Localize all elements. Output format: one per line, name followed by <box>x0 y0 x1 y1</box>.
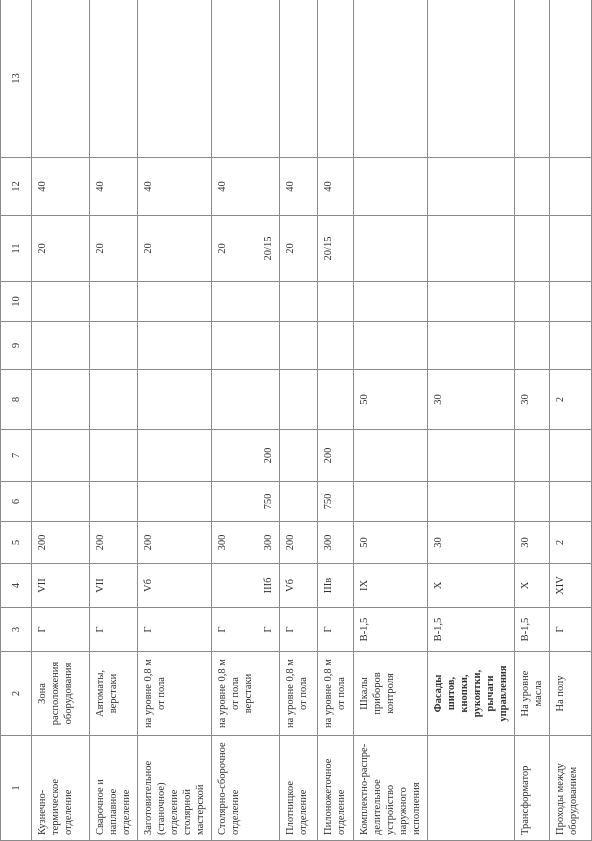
category-cell: Vб <box>138 564 212 608</box>
value-cell <box>138 370 212 430</box>
value-cell <box>515 0 550 158</box>
value-cell: 20 <box>138 216 212 282</box>
value-cell <box>212 0 280 158</box>
surface-cell: Автоматы, верстаки <box>90 652 138 736</box>
surface-cell: на уровне 0,8 м от пола верстаки <box>212 652 280 736</box>
header-cell: 9 <box>1 322 32 370</box>
value-cell <box>138 430 212 482</box>
value-cell <box>428 482 515 522</box>
surface-cell: На уровне масла <box>515 652 550 736</box>
value-cell: 750 <box>318 482 354 522</box>
value-cell <box>280 482 318 522</box>
plane-cell: В-1,5 <box>354 608 428 652</box>
value-cell: 40 <box>280 158 318 216</box>
value-cell <box>280 322 318 370</box>
value-cell: 200 <box>90 522 138 564</box>
value-cell <box>550 482 592 522</box>
value-cell <box>32 322 90 370</box>
value-cell <box>138 482 212 522</box>
value-cell <box>212 282 280 322</box>
value-cell <box>354 482 428 522</box>
header-row <box>1 0 32 841</box>
value-cell: 20 <box>90 216 138 282</box>
value-cell: 200 <box>32 522 90 564</box>
surface-cell: на уровне 0,8 м от пола <box>138 652 212 736</box>
category-cell: Vб <box>280 564 318 608</box>
category-cell: VII <box>90 564 138 608</box>
category-cell: IIIв <box>318 564 354 608</box>
value-cell: 2 <box>550 522 592 564</box>
value-cell <box>212 482 280 522</box>
value-bottom: 20/15 <box>263 236 274 261</box>
value-cell <box>90 282 138 322</box>
value-cell <box>515 282 550 322</box>
table-row <box>32 0 90 841</box>
value-cell <box>32 370 90 430</box>
category-cell: X <box>515 564 550 608</box>
value-cell <box>428 282 515 322</box>
room-cell: Проходы между оборудованием <box>550 736 592 841</box>
value-cell: 20/15 <box>318 216 354 282</box>
table-row <box>428 0 515 841</box>
value-cell <box>212 322 280 370</box>
value-cell <box>318 322 354 370</box>
value-cell <box>515 158 550 216</box>
category-cell: X <box>428 564 515 608</box>
header-cell: 5 <box>1 522 32 564</box>
value-cell: 40 <box>32 158 90 216</box>
value-cell <box>550 216 592 282</box>
value-cell <box>515 216 550 282</box>
table-row <box>212 0 280 841</box>
value-cell: 30 <box>515 522 550 564</box>
value-cell <box>428 0 515 158</box>
surface-text: Фасады шитов, кнопки, рукоятки, рычаги управления <box>433 665 509 722</box>
header-cell: 1 <box>1 736 32 841</box>
category-cell: IX <box>354 564 428 608</box>
value-cell <box>32 430 90 482</box>
room-cell: Трансформатор <box>515 736 550 841</box>
value-cell: 50 <box>354 522 428 564</box>
room-cell: Плотницкое отделение <box>280 736 318 841</box>
value-cell <box>212 370 280 430</box>
value-bottom: 300 <box>263 534 274 551</box>
room-cell: Пилоножеточное отделение <box>318 736 354 841</box>
header-cell: 7 <box>1 430 32 482</box>
value-cell <box>550 430 592 482</box>
value-cell <box>90 370 138 430</box>
value-cell: 20 <box>32 216 90 282</box>
value-cell <box>354 282 428 322</box>
value-cell <box>90 430 138 482</box>
header-cell: 3 <box>1 608 32 652</box>
value-cell <box>90 322 138 370</box>
value-cell <box>280 370 318 430</box>
value-cell: 30 <box>428 370 515 430</box>
value-cell <box>90 0 138 158</box>
table-row <box>515 0 550 841</box>
room-cell: Заготовительное (станочное) отделение столярной мастерской <box>138 736 212 841</box>
room-cell <box>428 736 515 841</box>
plane-cell: Г <box>318 608 354 652</box>
value-bottom: 200 <box>263 447 274 464</box>
value-cell: 30 <box>515 370 550 430</box>
value-cell <box>354 0 428 158</box>
value-cell <box>515 482 550 522</box>
plane-cell: В-1,5 <box>428 608 515 652</box>
value-cell <box>354 158 428 216</box>
value-cell: 40 <box>138 158 212 216</box>
value-cell <box>32 282 90 322</box>
value-cell <box>428 216 515 282</box>
value-cell <box>550 158 592 216</box>
surface-cell: Шкалы приборов контроля <box>354 652 428 736</box>
category-cell <box>212 564 280 608</box>
surface-cell: на уровне 0,8 м от пола <box>280 652 318 736</box>
category-cell: VII <box>32 564 90 608</box>
plane-cell: Г <box>138 608 212 652</box>
value-cell <box>354 430 428 482</box>
category-cell: XIV <box>550 564 592 608</box>
value-cell <box>280 430 318 482</box>
value-cell <box>32 482 90 522</box>
value-cell: 200 <box>318 430 354 482</box>
value-bottom: 750 <box>263 493 274 510</box>
plane-cell: Г <box>550 608 592 652</box>
value-cell: 20 <box>280 216 318 282</box>
value-cell <box>428 322 515 370</box>
room-cell: Столярно-сборочное отделение <box>212 736 280 841</box>
value-cell: 50 <box>354 370 428 430</box>
value-cell <box>138 322 212 370</box>
plane-top: Г <box>217 626 228 633</box>
value-cell: 40 <box>212 158 280 216</box>
header-cell: 2 <box>1 652 32 736</box>
header-cell: 6 <box>1 482 32 522</box>
value-cell <box>550 322 592 370</box>
room-cell: Кузнечно-термическое отделение <box>32 736 90 841</box>
value-cell <box>138 282 212 322</box>
value-cell <box>354 216 428 282</box>
value-cell: 40 <box>90 158 138 216</box>
header-cell: 11 <box>1 216 32 282</box>
table-row <box>90 0 138 841</box>
value-cell <box>515 322 550 370</box>
value-cell <box>90 482 138 522</box>
value-cell: 30 <box>428 522 515 564</box>
value-cell <box>280 282 318 322</box>
value-cell <box>318 282 354 322</box>
value-cell <box>515 430 550 482</box>
header-cell: 8 <box>1 370 32 430</box>
surface-cell: На полу <box>550 652 592 736</box>
room-cell: Сварочное и наплавное отделение <box>90 736 138 841</box>
surface-cell <box>428 652 515 736</box>
value-cell <box>212 216 280 282</box>
value-cell <box>212 430 280 482</box>
category-bottom: IIIб <box>263 577 274 594</box>
header-cell: 4 <box>1 564 32 608</box>
value-cell <box>354 322 428 370</box>
value-cell: 300 <box>318 522 354 564</box>
value-cell <box>32 0 90 158</box>
value-cell: 40 <box>318 158 354 216</box>
value-top: 20 <box>217 243 228 254</box>
value-cell: 200 <box>138 522 212 564</box>
value-cell <box>280 0 318 158</box>
header-cell: 10 <box>1 282 32 322</box>
table-row <box>318 0 354 841</box>
value-top: 300 <box>217 534 228 551</box>
plane-cell: Г <box>280 608 318 652</box>
value-cell: 200 <box>280 522 318 564</box>
table-row <box>354 0 428 841</box>
table-row <box>138 0 212 841</box>
header-cell: 13 <box>1 0 32 158</box>
value-cell <box>138 0 212 158</box>
plane-cell <box>212 608 280 652</box>
value-cell <box>428 430 515 482</box>
plane-cell: Г <box>90 608 138 652</box>
plane-cell: Г <box>32 608 90 652</box>
surface-cell: Зона расположения оборудования <box>32 652 90 736</box>
value-cell <box>318 0 354 158</box>
value-cell <box>318 370 354 430</box>
value-cell: 2 <box>550 370 592 430</box>
value-cell <box>428 158 515 216</box>
table-row <box>550 0 592 841</box>
value-cell <box>550 282 592 322</box>
header-cell: 12 <box>1 158 32 216</box>
plane-bottom: Г <box>263 626 274 633</box>
value-cell <box>212 522 280 564</box>
room-cell: Комплектно-распре-делительное устройство наружного исполнения <box>354 736 428 841</box>
surface-cell: на уровне 0,8 м от пола <box>318 652 354 736</box>
table-row <box>280 0 318 841</box>
value-cell <box>550 0 592 158</box>
plane-cell: В-1,5 <box>515 608 550 652</box>
